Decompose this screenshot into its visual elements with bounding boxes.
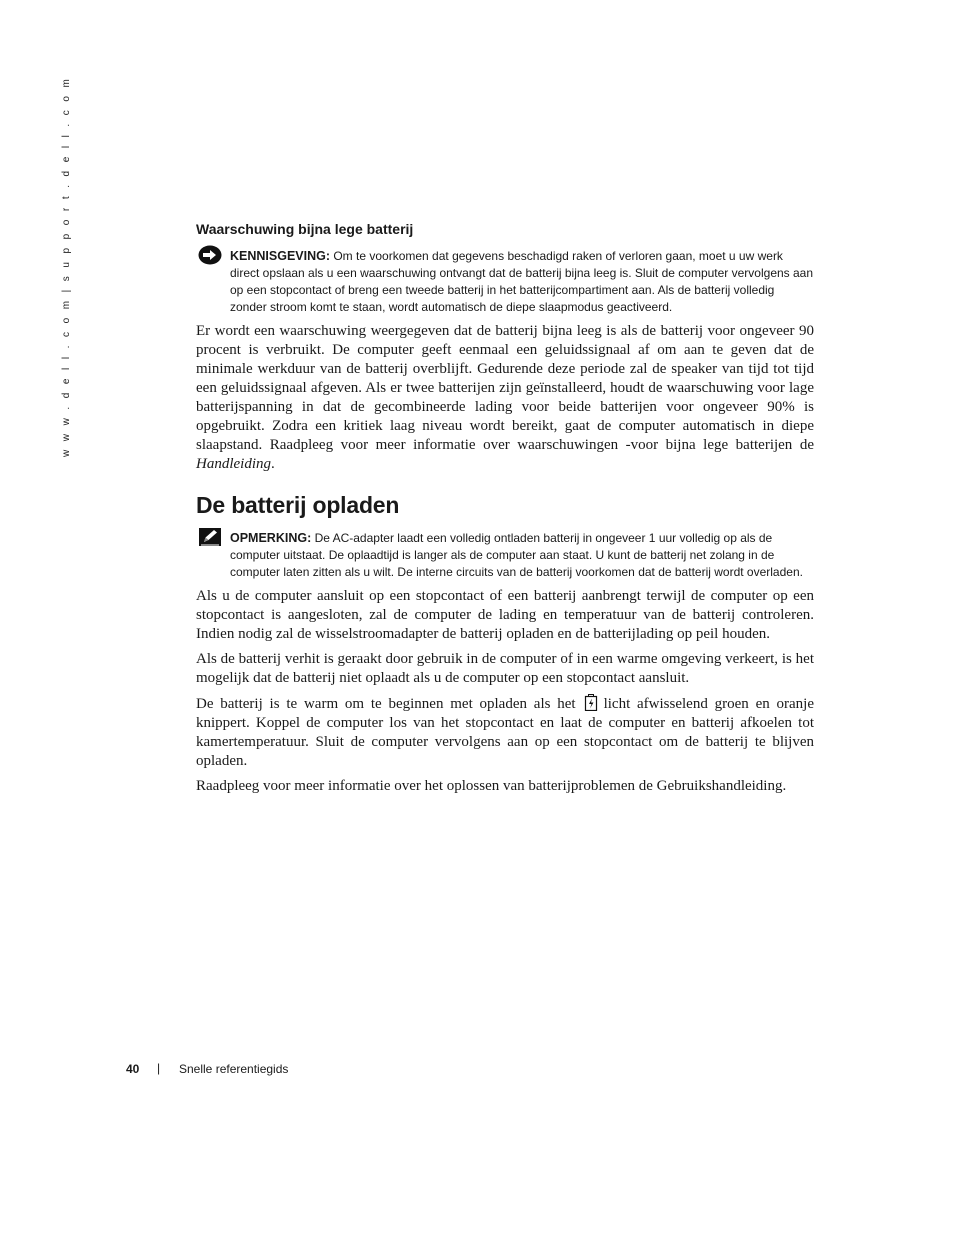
note-text: De AC-adapter laadt een volledig ontladen batterij in ongeveer 1 uur volledig op als de computer uitstaat. De oplaadtijd is langer als de computer aan staat. U kunt de batterij net zolang in de computer laten zitten als u wilt. De interne circuits van de batterij voorkomen dat de batterij wordt overladen. — [230, 531, 803, 579]
battery-status-icon — [584, 694, 598, 711]
notice-text: Om te voorkomen dat gegevens beschadigd raken of verloren gaan, moet u uw werk direct opslaan als u een waarschuwing ontvangt dat de batterij bijna leeg is. Sluit de computer vervolgens aan op een stopcontact of breng een tweede batterij in het batterijcompartiment aan. Als de batterij volledig zonder stroom komt te staan, wordt automatisch de diepe slaapmodus geactiveerd. — [230, 249, 814, 314]
note-pencil-icon — [198, 527, 222, 547]
charging-paragraph-3-end: licht afwisselend groen en oranje knippert. Koppel de computer los van het stopcontact en laat de computer en batterij afkoelen tot kamertemperatuur. Sluit de computer vervolgens aan op een stopcontact om de batterij te blijven opladen. — [196, 696, 814, 769]
page-number: 40 — [126, 1062, 140, 1076]
handbook-reference: Handleiding — [196, 456, 271, 472]
charging-paragraph-4: Raadpleeg voor meer informatie over het oplossen van batterijproblemen de Gebruikshandleiding. — [196, 778, 787, 794]
page-content — [196, 219, 814, 802]
charging-paragraph-1: Als u de computer aansluit op een stopcontact of een batterij aanbrengt terwijl de computer op een stopcontact is aangesloten, zal de computer de lading en temperatuur van de batterij controleren. Indien nodig zal de wisselstroomadapter de batterij opladen en de batterijlading op peil houden. — [196, 588, 814, 642]
low-battery-paragraph-end: . — [271, 456, 275, 472]
charging-paragraph-3 — [196, 694, 814, 771]
low-battery-paragraph — [196, 322, 814, 474]
note-label: OPMERKING: — [230, 531, 312, 545]
page-footer — [0, 1062, 954, 1082]
footer-separator: | — [157, 1061, 161, 1075]
notice-arrow-icon — [198, 245, 222, 265]
charging-paragraph-3-start: De batterij is te warm om te beginnen met opladen als het — [196, 696, 576, 712]
charging-paragraph-2: Als de batterij verhit is geraakt door gebruik in de computer of in een warme omgeving verkeert, is het mogelijk dat de batterij niet oplaadt als u de computer op een stopcontact aansluit. — [196, 651, 814, 686]
low-battery-paragraph-text: Er wordt een waarschuwing weergegeven dat de batterij bijna leeg is als de batterij voor ongeveer 90 procent is verbruikt. De computer geeft eenmaal een geluidssignaal af om aan te geven dat de minimale werkduur van de batterij overblijft. Gedurende deze periode zal de speaker van tijd tot tijd een geluidssignaal afgeven. Als er twee batterijen zijn geïnstalleerd, houdt de waarschuwing voor lage batterijspanning in dat de gecombineerde lading voor beide batterijen voor ongeveer 90% is opgebruikt. Zodra een kritiek laag niveau wordt bereikt, gaat de computer automatisch in diepe slaapstand. Raadpleeg voor meer informatie over waarschuwingen -voor bijna lege batterijen de — [196, 323, 814, 453]
notice-block — [196, 248, 814, 316]
notice-label: KENNISGEVING: — [230, 249, 331, 263]
note-block — [196, 530, 814, 581]
footer-title: Snelle referentiegids — [179, 1062, 289, 1076]
section-heading-low-battery: Waarschuwing bijna lege batterij — [196, 221, 414, 237]
section-heading-charging: De batterij opladen — [196, 492, 400, 518]
side-url: w w w . d e l l . c o m | s u p p o r t . d e l l . c o m — [61, 76, 72, 457]
